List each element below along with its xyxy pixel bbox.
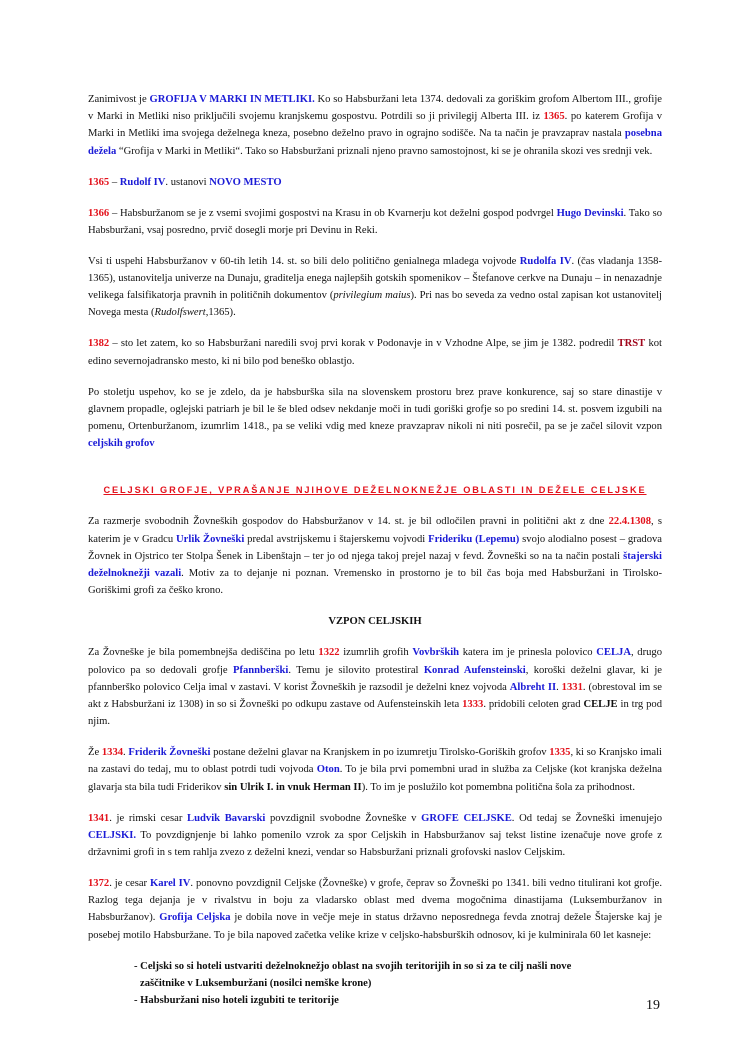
paragraph: [88, 91, 662, 160]
text-run: . je rimski cesar: [109, 812, 188, 824]
text-run: .: [123, 747, 129, 759]
highlighted-term: 1334: [101, 747, 124, 759]
highlighted-term: NOVO MESTO: [209, 176, 282, 188]
paragraph: [88, 384, 662, 453]
highlighted-term: 1322: [318, 647, 340, 659]
page-number: 19: [646, 998, 660, 1013]
text-run: , koroški deželni glavar, ki je pfannberško polovico Celja imal v zastavi. V korist Žovneških je razsodil je deželni knez vojvoda: [88, 664, 662, 693]
text-run: Že: [88, 747, 102, 759]
highlighted-term: štajerski deželnoknežji vazali: [88, 550, 662, 580]
text-run: Za razmerje svobodnih Žovneških gospodov do Habsburžanov v 14. st. je bil odločilen pravni in politični akt z dne: [88, 516, 609, 528]
text-run: . je cesar: [109, 878, 151, 890]
text-run: katera im je prinesla polovico: [459, 647, 597, 659]
highlighted-term: CELJA: [596, 647, 631, 659]
italic-text: Rudolfswert: [154, 307, 206, 319]
paragraph-group-rise: [88, 644, 662, 943]
highlighted-term: Urlik Žovneški: [176, 533, 245, 545]
bullet-text-continued: zaščitnike v Luksemburžani (nosilci nemške krone): [140, 977, 372, 989]
bullet-item: [134, 992, 662, 1009]
text-run: . ponovno povzdignil Celjske (Žovneške) v grofe, čeprav so Žovneški po 1341. bili vedno titulirani kot grofje. Razlog tega dejanja je v rivalstvu in boju za vladarsko oblast med dvema mogočnima dinastijama (Luksemburžanov in Habsburžanov).: [88, 878, 662, 924]
paragraph: [88, 644, 662, 730]
highlighted-term: TRST: [617, 338, 646, 350]
text-run: postane deželni glavar na Kranjskem in po izumretju Tirolsko-Goriških grofov: [210, 747, 550, 759]
highlighted-term: Oton: [316, 764, 340, 776]
paragraph: [88, 174, 662, 191]
highlighted-term: Konrad Aufensteinski: [423, 664, 526, 676]
text-run: Ko so Habsburžani leta 1374. dedovali za goriškim grofom Albertom III., grofije v Marki in Metliki niso priključili svojemu kranjskemu gospostvu. Potrdili so ji privilegij Alberta III. iz: [88, 94, 662, 123]
section-heading: CELJSKI GROFJE, VPRAŠANJE NJIHOVE DEŽELNOKNEŽJE OBLASTI IN DEŽELE CELJSKE: [103, 485, 647, 496]
highlighted-term: Friderik Žovneški: [128, 747, 211, 759]
subheading: VZPON CELJSKIH: [328, 616, 422, 628]
highlighted-term: Rudolfa IV: [519, 255, 572, 267]
bullet-text: - Celjski so si hoteli ustvariti deželnoknežjo oblast na svojih teritorijih in so si za te cilj našli nove: [134, 960, 572, 972]
highlighted-term: CELJSKI.: [88, 829, 136, 841]
text-run: . (čas vladanja 1358-1365), ustanovitelja univerze na Dunaju, graditelja enega najlepših gotskih spomenikov – Štefanove cerkve na Dunaju – in nenazadnje velikega falsifikatorja pravnih in političnih dokumentov (: [88, 255, 663, 302]
text-run: , drugo polovico pa so dedovali grofje: [88, 647, 662, 676]
paragraph: [88, 513, 662, 599]
bullet-list: [88, 958, 662, 1010]
highlighted-term: 1366: [88, 207, 110, 219]
highlighted-term: Frideriku (Lepemu): [428, 533, 520, 545]
text-run: “Grofija v Marki in Metliki“. Tako so Habsburžani priznali njeno pravno samostojnost, ki se je ohranila skozi ves srednji vek.: [116, 145, 653, 157]
highlighted-term: 1331: [561, 681, 583, 693]
highlighted-term: 1365: [88, 176, 110, 188]
text-run: –: [109, 176, 120, 188]
text-run: . Tako so Habsburžani, vsaj posredno, prvič dosegli morje pri Devinu in Reki.: [88, 207, 662, 236]
text-run: Zanimivost je: [88, 94, 150, 105]
text-run: . (obrestoval im se akt z Habsburžani iz 1308) in so si Žovneški po odkupu zastave od Aufensteinskih leta: [88, 681, 662, 711]
highlighted-term: GROFIJA V MARKI IN METLIKI.: [149, 94, 315, 105]
text-run: . ustanovi: [165, 176, 210, 188]
italic-text: privilegium maius: [333, 290, 411, 302]
document-body: [88, 91, 662, 1009]
highlighted-term: 1365: [543, 111, 565, 123]
text-run: , s katerim je v Gradcu: [88, 516, 663, 545]
paragraph-group-intro: [88, 91, 662, 452]
paragraph: [88, 335, 662, 369]
text-run: je dobila nove in večje meje in status državno neposrednega fevda znotraj dežele Štajerske kaj je posebej motilo Habsburžane. To je bila napoved začetka velike krize v celjsko-habsburških odnosov, ki je kulminirala 60 let kasneje:: [88, 912, 663, 941]
paragraph: [88, 810, 662, 862]
highlighted-term: Vovbrških: [412, 647, 460, 659]
text-run: ,1365).: [205, 307, 236, 319]
highlighted-term: celjskih grofov: [88, 438, 155, 450]
text-run: . Od tedaj se Žovneški imenujejo: [511, 812, 663, 824]
text-run: predal avstrijskemu i štajerskemu vojvodi: [244, 533, 429, 545]
highlighted-term: 1382: [88, 338, 110, 350]
highlighted-term: posebna dežela: [88, 128, 662, 157]
paragraph: [88, 205, 662, 239]
highlighted-term: 22.4.1308: [608, 516, 651, 528]
highlighted-term: sin Ulrik I. in vnuk Herman II: [224, 781, 362, 793]
bullet-text: - Habsburžani niso hoteli izgubiti te teritorije: [134, 995, 339, 1007]
paragraph-group-section: [88, 513, 662, 599]
text-run: – Habsburžanom se je z vsemi svojimi gospostvi na Krasu in ob Kvarnerju kot deželni gospod podvrgel: [109, 207, 557, 219]
highlighted-term: 1333: [462, 699, 484, 711]
highlighted-term: CELJE: [583, 699, 618, 711]
highlighted-term: 1335: [549, 747, 571, 759]
text-run: izumrlih grofih: [339, 647, 413, 659]
text-run: Po stoletju uspehov, ko se je zdelo, da je habsburška sila na slovenskem prostoru brez prave konkurence, saj so stare dinastije v glavnem propadle, oglejski patriarh je bil le še bled odsev nekdanje moči in tudi goriški grofje so po sredini 14. st. posvem izgubili na pomenu, Ortenburžanom, izumrlim 1418., pa se veliki vdig med kneze pravzaprav nikoli ni niti posrečil, pa se je začel silovit vzpon: [88, 386, 662, 433]
highlighted-term: Ludvik Bavarski: [187, 812, 266, 824]
bullet-item: [134, 958, 662, 992]
text-run: Za Žovneške je bila pomembnejša dediščina po letu: [88, 647, 319, 659]
text-run: Vsi ti uspehi Habsburžanov v 60-tih letih 14. st. so bili delo politično genialnega mladega vojvode: [88, 255, 520, 267]
text-run: in trg pod njim.: [88, 699, 663, 728]
text-run: To povzdignjenje bi lahko pomenilo vzrok za spor Celjskih in Habsburžanov saj tekst listine izenačuje nove grofe z državnimi grofi in s tem rahlja zvezo z deželni knezi, vendar so Habsburžani priznali grofovski naslov Celjskim.: [88, 829, 662, 859]
text-run: . pridobili celoten grad: [483, 699, 584, 711]
text-run: . po katerem Grofija v Marki in Metliki ima svojega deželnega kneza, posebno deželno pravo in ograjno sodišče. Na ta način je pravzaprav nastala: [88, 111, 662, 140]
highlighted-term: GROFE CELJSKE: [421, 812, 512, 824]
text-run: . To je bila prvi pomembni urad in služba za Celjske (kot kranjska deželna glavarja sta bila tudi Friderikov: [88, 764, 662, 793]
text-run: , ki so Kranjsko imali na zastavi do tedaj, mu to oblast potrdi tudi vojvoda: [88, 747, 662, 776]
highlighted-term: Karel IV: [150, 878, 191, 890]
highlighted-term: Grofija Celjska: [159, 912, 231, 924]
highlighted-term: Hugo Devinski: [556, 207, 624, 219]
highlighted-term: 1372: [88, 878, 110, 890]
paragraph: [88, 744, 662, 796]
text-run: svojo alodialno posest – gradova Žovnek in Ojstrico ter Stolpa Šenek in Libenštajn – ter jo od njega takoj prejel nazaj v fevd. Žovneški so na ta način postali: [88, 533, 662, 562]
text-run: . Temu je silovito protestiral: [288, 664, 424, 676]
text-run: povzdignil svobodne Žovneške v: [265, 812, 422, 824]
highlighted-term: Albreht II: [509, 681, 557, 693]
paragraph: [88, 875, 662, 944]
text-run: kot edino severnojadransko mesto, ki ni bilo pod beneško oblastjo.: [88, 338, 662, 367]
highlighted-term: Rudolf IV: [119, 176, 166, 188]
paragraph: [88, 253, 662, 322]
highlighted-term: 1341: [88, 812, 110, 824]
text-run: .: [556, 681, 562, 693]
text-run: . Motiv za to dejanje ni poznan. Vremensko in prostorno je to bil čas boja med Habsburžani in Tirolsko-Goriškimi grofi za češko krono.: [88, 568, 663, 597]
highlighted-term: Pfannberški: [232, 664, 289, 676]
text-run: ). Pri nas bo seveda za vedno ostal zapisan kot ustanovitelj Novega mesta (: [88, 290, 662, 319]
text-run: – sto let zatem, ko so Habsburžani naredili svoj prvi korak v Podonavje in v Vzhodne Alpe, se jim je 1382. podredil: [109, 338, 618, 350]
text-run: ). To im je poslužilo kot pomembna politična šola za prihodnost.: [361, 781, 635, 793]
